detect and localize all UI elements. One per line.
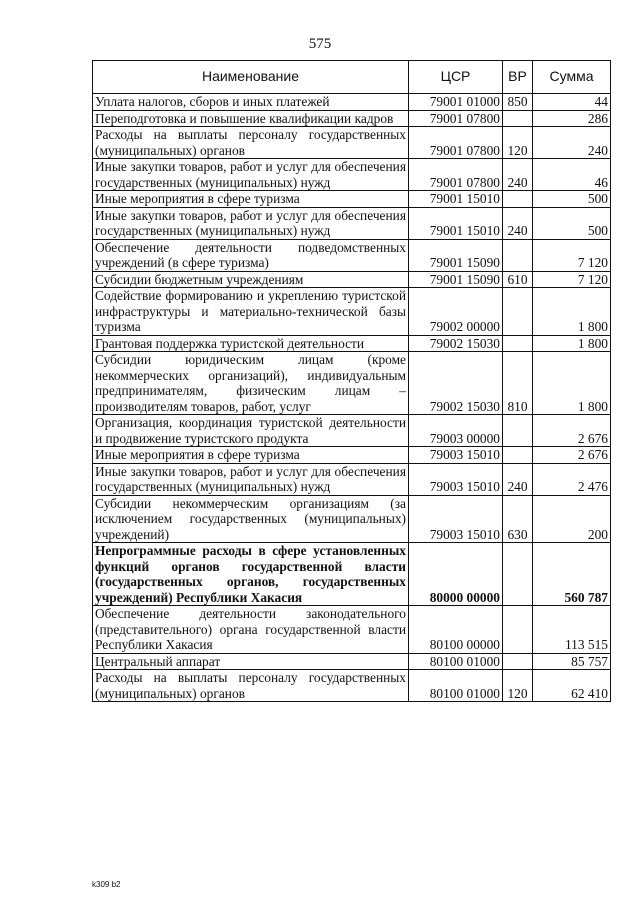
cell-sum: 200 (533, 495, 611, 543)
table-row (93, 447, 611, 464)
table-row (93, 670, 611, 702)
page-number: 575 (308, 36, 332, 52)
cell-csr: 79001 07800 (409, 127, 503, 159)
cell-csr: 79002 00000 (409, 288, 503, 336)
header-name: Наименование (93, 61, 409, 94)
cell-name: Непрограммные расходы в сфере установленных функций органов государственной власти (государственных органов, государственных учреждений) Республики Хакасия (93, 543, 409, 606)
cell-vr (503, 191, 533, 208)
header-sum: Сумма (533, 61, 611, 94)
cell-vr (503, 606, 533, 654)
cell-vr (503, 335, 533, 352)
cell-csr: 79001 15010 (409, 191, 503, 208)
cell-sum: 2 676 (533, 415, 611, 447)
table-row (93, 288, 611, 336)
header-vr: ВР (503, 61, 533, 94)
cell-vr (503, 447, 533, 464)
cell-name: Иные закупки товаров, работ и услуг для обеспечения государственных (муниципальных) нужд (93, 463, 409, 495)
cell-name: Субсидии некоммерческим организациям (за исключением государственных (муниципальных) учреждений) (93, 495, 409, 543)
cell-sum: 1 800 (533, 352, 611, 415)
table-row (93, 495, 611, 543)
cell-name: Субсидии юридическим лицам (кроме некоммерческих организаций), индивидуальным предпринимателям, физическим лицам – производителям товаров, работ, услуг (93, 352, 409, 415)
cell-csr: 79002 15030 (409, 335, 503, 352)
cell-name: Расходы на выплаты персоналу государственных (муниципальных) органов (93, 127, 409, 159)
table-header-row (93, 61, 611, 94)
cell-csr: 79001 15090 (409, 239, 503, 271)
footer-code: k309 b2 (92, 880, 121, 889)
cell-name: Обеспечение деятельности законодательного (представительного) органа государственной власти Республики Хакасия (93, 606, 409, 654)
cell-vr (503, 110, 533, 127)
table-row (93, 415, 611, 447)
table-row (93, 352, 611, 415)
table-row (93, 110, 611, 127)
cell-vr (503, 543, 533, 606)
cell-name: Грантовая поддержка туристской деятельности (93, 335, 409, 352)
cell-sum: 62 410 (533, 670, 611, 702)
table-row (93, 191, 611, 208)
cell-vr: 850 (503, 94, 533, 111)
cell-csr: 79001 01000 (409, 94, 503, 111)
cell-csr: 79002 15030 (409, 352, 503, 415)
table-row (93, 94, 611, 111)
cell-sum: 44 (533, 94, 611, 111)
cell-name: Организация, координация туристской деятельности и продвижение туристского продукта (93, 415, 409, 447)
cell-vr: 240 (503, 207, 533, 239)
cell-sum: 240 (533, 127, 611, 159)
cell-vr (503, 239, 533, 271)
cell-vr: 120 (503, 670, 533, 702)
cell-name: Обеспечение деятельности подведомственных учреждений (в сфере туризма) (93, 239, 409, 271)
cell-sum: 7 120 (533, 239, 611, 271)
table-row (93, 127, 611, 159)
cell-sum: 2 676 (533, 447, 611, 464)
cell-csr: 79003 15010 (409, 447, 503, 464)
table-row (93, 463, 611, 495)
cell-name: Центральный аппарат (93, 653, 409, 670)
cell-csr: 79003 15010 (409, 495, 503, 543)
header-csr: ЦСР (409, 61, 503, 94)
cell-sum: 2 476 (533, 463, 611, 495)
cell-csr: 79003 15010 (409, 463, 503, 495)
cell-sum: 500 (533, 207, 611, 239)
cell-sum: 560 787 (533, 543, 611, 606)
cell-csr: 79001 15090 (409, 271, 503, 288)
cell-sum: 500 (533, 191, 611, 208)
cell-name: Иные мероприятия в сфере туризма (93, 191, 409, 208)
cell-csr: 80100 00000 (409, 606, 503, 654)
cell-name: Иные закупки товаров, работ и услуг для обеспечения государственных (муниципальных) нужд (93, 207, 409, 239)
cell-vr: 240 (503, 463, 533, 495)
cell-name: Субсидии бюджетным учреждениям (93, 271, 409, 288)
cell-sum: 113 515 (533, 606, 611, 654)
table-row (93, 606, 611, 654)
cell-vr: 240 (503, 159, 533, 191)
cell-name: Иные мероприятия в сфере туризма (93, 447, 409, 464)
cell-name: Расходы на выплаты персоналу государственных (муниципальных) органов (93, 670, 409, 702)
cell-csr: 79001 07800 (409, 159, 503, 191)
cell-sum: 46 (533, 159, 611, 191)
cell-csr: 80000 00000 (409, 543, 503, 606)
cell-vr: 610 (503, 271, 533, 288)
cell-vr: 120 (503, 127, 533, 159)
cell-name: Иные закупки товаров, работ и услуг для обеспечения государственных (муниципальных) нужд (93, 159, 409, 191)
table-row (93, 543, 611, 606)
cell-name: Содействие формированию и укреплению туристской инфраструктуры и материально-технической базы туризма (93, 288, 409, 336)
cell-sum: 1 800 (533, 288, 611, 336)
cell-sum: 85 757 (533, 653, 611, 670)
cell-vr: 630 (503, 495, 533, 543)
budget-table (92, 60, 611, 702)
table-row (93, 271, 611, 288)
cell-name: Уплата налогов, сборов и иных платежей (93, 94, 409, 111)
cell-csr: 80100 01000 (409, 653, 503, 670)
cell-csr: 79001 15010 (409, 207, 503, 239)
cell-vr (503, 415, 533, 447)
cell-sum: 7 120 (533, 271, 611, 288)
cell-vr: 810 (503, 352, 533, 415)
table-row (93, 335, 611, 352)
table-body (93, 94, 611, 702)
cell-csr: 80100 01000 (409, 670, 503, 702)
table-row (93, 239, 611, 271)
cell-name: Переподготовка и повышение квалификации кадров (93, 110, 409, 127)
cell-vr (503, 653, 533, 670)
table-row (93, 653, 611, 670)
table-row (93, 207, 611, 239)
cell-vr (503, 288, 533, 336)
cell-sum: 1 800 (533, 335, 611, 352)
cell-csr: 79003 00000 (409, 415, 503, 447)
cell-csr: 79001 07800 (409, 110, 503, 127)
cell-sum: 286 (533, 110, 611, 127)
table-row (93, 159, 611, 191)
